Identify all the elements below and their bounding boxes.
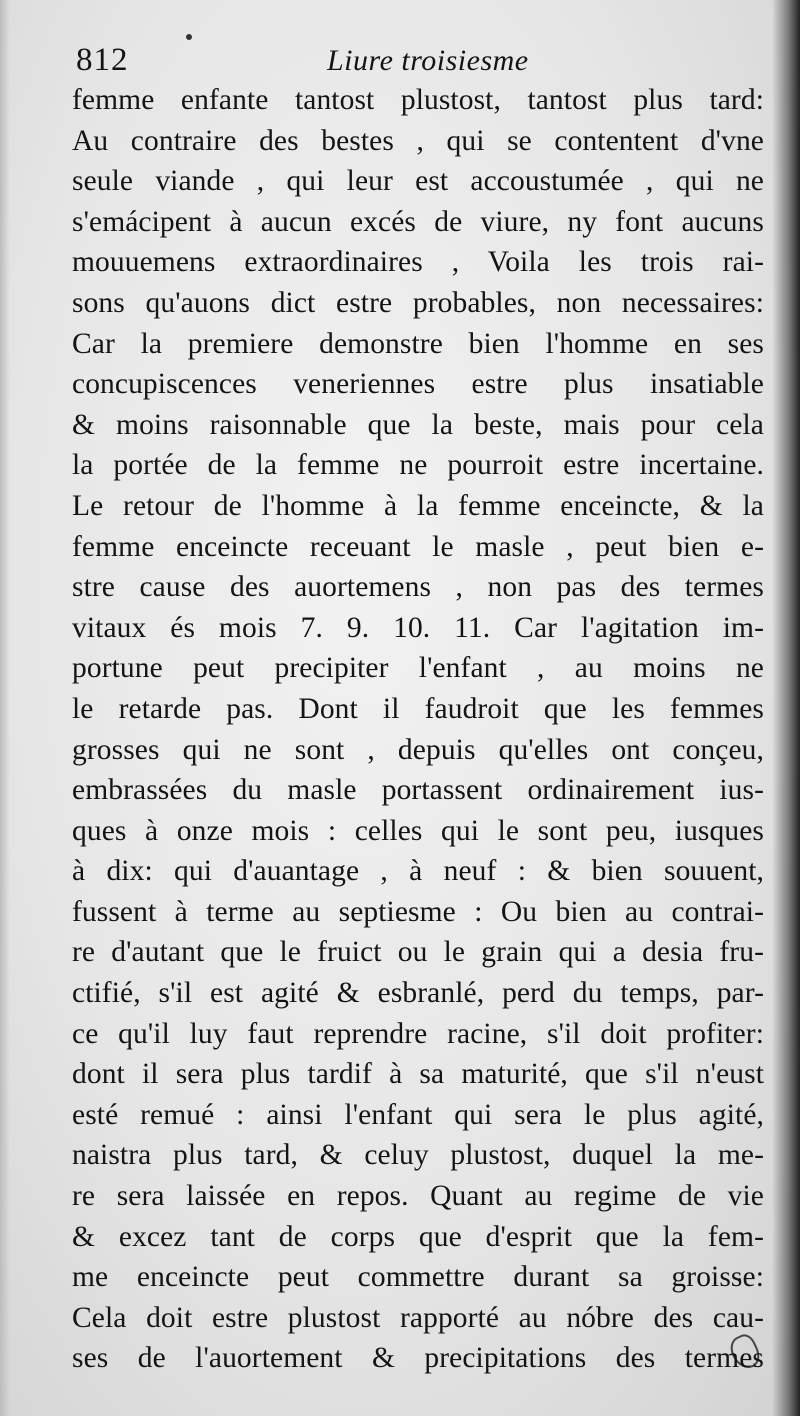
text-line: à dix: qui d'auantage , à neuf : & bien souuent,	[72, 855, 764, 888]
text-line: concupiscences veneriennes estre plus insatiable	[72, 368, 764, 401]
text-line: ses de l'auortement & precipitations des termes	[72, 1342, 764, 1375]
text-line: Au contraire des bestes , qui se contentent d'vne	[72, 124, 764, 157]
text-line: re d'autant que le fruict ou le grain qui a desia fru-	[72, 936, 764, 969]
text-line: & moins raisonnable que la beste, mais pour cela	[72, 408, 764, 441]
text-line: seule viande , qui leur est accoustumée , qui ne	[72, 165, 764, 198]
text-line: ques à onze mois : celles qui le sont peu, iusques	[72, 814, 764, 847]
text-line: mouuemens extraordinaires , Voila les trois rai-	[72, 246, 764, 279]
text-line: dont il sera plus tardif à sa maturité, que s'il n'eust	[72, 1058, 764, 1091]
book-page	[72, 38, 772, 1379]
text-line: grosses qui ne sont , depuis qu'elles ont conçeu,	[72, 733, 764, 766]
binding-gutter-shadow	[772, 0, 800, 1416]
text-line: fussent à terme au septiesme : Ou bien au contrai-	[72, 895, 764, 928]
text-line: re sera laissée en repos. Quant au regime de vie	[72, 1180, 764, 1213]
text-line: femme enfante tantost plustost, tantost plus tard:	[72, 84, 764, 116]
text-line: ce qu'il luy faut reprendre racine, s'il doit profiter:	[72, 1017, 764, 1050]
text-line: vitaux és mois 7. 9. 10. 11. Car l'agitation im-	[72, 611, 764, 644]
text-line: portune peut precipiter l'enfant , au moins ne	[72, 652, 764, 685]
text-line: ctifié, s'il est agité & esbranlé, perd du temps, par-	[72, 977, 764, 1010]
text-line: stre cause des auortemens , non pas des termes	[72, 571, 764, 604]
text-line: Cela doit estre plustost rapporté au nóbre des cau-	[72, 1301, 764, 1334]
page-left-edge	[0, 0, 10, 1416]
page-header	[72, 38, 772, 80]
running-title: Liure troisiesme	[327, 44, 529, 77]
text-line: & excez tant de corps que d'esprit que la fem-	[72, 1220, 764, 1253]
text-line: s'emácipent à aucun excés de viure, ny font aucuns	[72, 205, 764, 238]
body-text	[72, 80, 772, 1379]
text-line: femme enceincte receuant le masle , peut bien e-	[72, 530, 764, 563]
text-line: le retarde pas. Dont il faudroit que les femmes	[72, 692, 764, 725]
text-line: me enceincte peut commettre durant sa groisse:	[72, 1261, 764, 1294]
text-line: naistra plus tard, & celuy plustost, duquel la me-	[72, 1139, 764, 1172]
text-line: Car la premiere demonstre bien l'homme en ses	[72, 327, 764, 360]
text-line: sons qu'auons dict estre probables, non necessaires:	[72, 286, 764, 319]
text-line: la portée de la femme ne pourroit estre incertaine.	[72, 449, 764, 482]
page-number: 812	[76, 42, 129, 78]
text-line: embrassées du masle portassent ordinairement ius-	[72, 774, 764, 807]
text-line: esté remué : ainsi l'enfant qui sera le plus agité,	[72, 1098, 764, 1131]
text-line: Le retour de l'homme à la femme enceincte, & la	[72, 489, 764, 522]
